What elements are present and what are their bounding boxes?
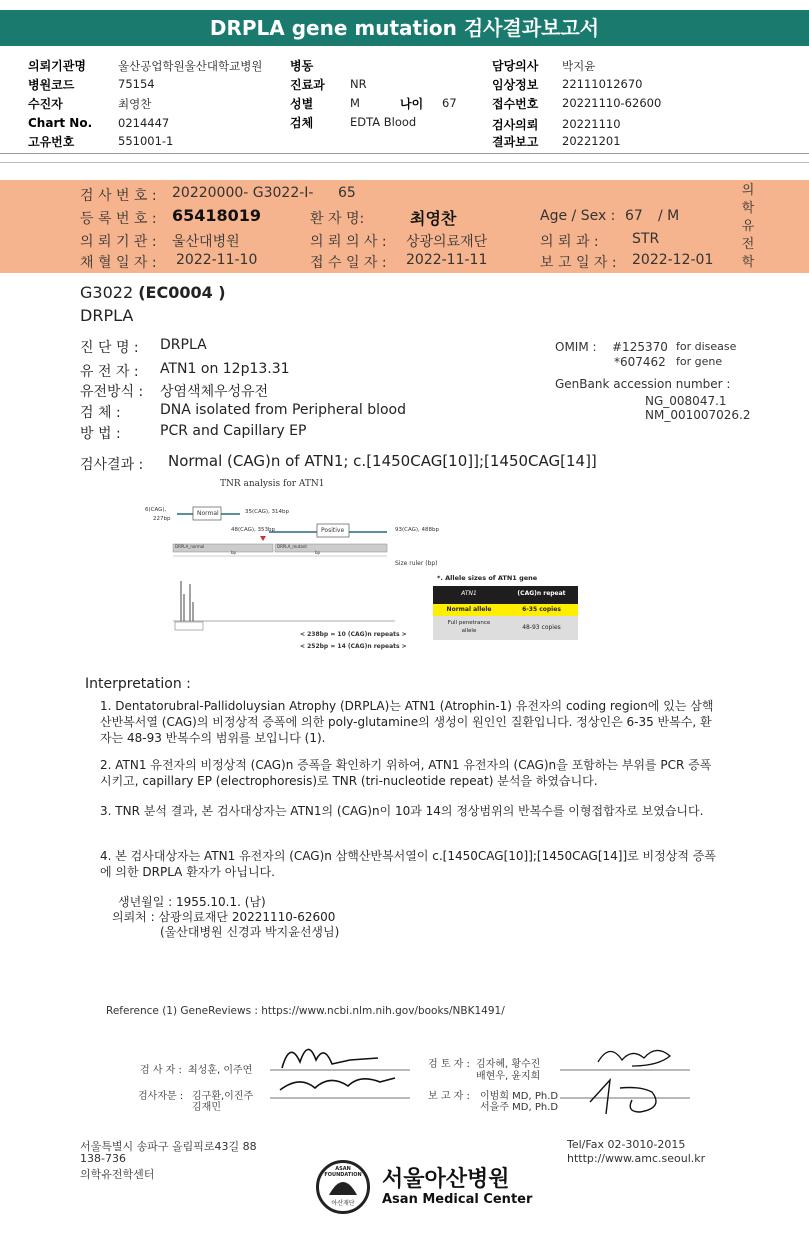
- header-divider: [0, 153, 809, 154]
- allele-r2b: 48-93 copies: [522, 624, 561, 631]
- band-collect-label: 채 혈 일 자 :: [80, 255, 157, 271]
- figure-pos-end: 93(CAG), 488bp: [395, 527, 440, 533]
- band-report: 2022-12-01: [632, 252, 714, 268]
- genbank-label: GenBank accession number :: [555, 377, 731, 391]
- band-agesex-label: Age / Sex :: [540, 208, 616, 224]
- label-inst: 의뢰기관명: [28, 59, 86, 73]
- figure-bp2: bp: [315, 550, 321, 555]
- band-dept-label: 의 뢰 과 :: [540, 234, 599, 250]
- specimen-label: 검 체 :: [80, 405, 121, 421]
- seal-bottom: 아산재단: [331, 1200, 355, 1207]
- label-chart: Chart No.: [28, 116, 93, 130]
- label-age: 나이: [400, 97, 424, 111]
- interp-p2: 2. ATN1 유전자의 비정상적 (CAG)n 증폭을 확인하기 위하여, ATN1 유전자의 (CAG)n을 포함하는 부위를 PCR 증폭시키고, capillary EP (electrophoresis)로 TNR (tri-nucleotide repeat) 분석을 하였습니다.: [100, 758, 712, 788]
- advisor-label: 검사자문 :: [138, 1091, 184, 1102]
- value-clinical: 22111012670: [562, 77, 643, 91]
- interp-heading: Interpretation :: [85, 676, 191, 692]
- allele-r1a: Normal allele: [446, 606, 492, 613]
- omim-disease-for: for disease: [676, 340, 737, 353]
- reviewer-label: 검 토 자 :: [428, 1059, 470, 1070]
- genbank-nm: NM_001007026.2: [645, 408, 751, 422]
- value-patient: 최영찬: [118, 97, 152, 111]
- patient-band: [0, 180, 809, 273]
- interp-ref-doc: (울산대병원 신경과 박지윤선생님): [160, 925, 340, 939]
- logo-korean: 서울아산병원: [382, 1167, 510, 1192]
- value-receipt: 20221110-62600: [562, 96, 662, 110]
- test-code: G3022 (EC0004 ): [80, 283, 226, 302]
- band-exam-suffix: 65: [338, 185, 356, 201]
- band-patient: 최영찬: [410, 209, 457, 228]
- diag-label: 진 단 명 :: [80, 340, 139, 356]
- figure-bp1: bp: [231, 550, 237, 555]
- report-title: DRPLA gene mutation 검사결과보고서: [0, 10, 809, 46]
- reporter2: 서을주 MD, Ph.D: [480, 1102, 559, 1113]
- interp-dob: 생년월일 : 1955.10.1. (남): [118, 895, 266, 909]
- omim-label: OMIM :: [555, 340, 597, 354]
- band-reg-no: 65418019: [172, 206, 262, 225]
- figure-normal: Normal: [197, 510, 219, 517]
- interp-p1: 1. Dentatorubral-Pallidoluysian Atrophy (DRPLA)는 ATN1 (Atrophin-1) 유전자의 coding region에 있는 삼핵산반복서열 (CAG)의 비정상적 증폭에 의한 poly-glutamine의 생성이 원인인 질환입니다. 정상인은 6-35 반복수, 환자는 48-93 반복수의 범위를 보입니다 (1).: [100, 699, 714, 745]
- test-name: DRPLA: [80, 306, 134, 325]
- reporter1: 이범희 MD, Ph.D: [480, 1091, 559, 1102]
- figure-left-top2: 227bp: [153, 516, 171, 522]
- label-doctor: 담당의사: [492, 59, 539, 73]
- signatures: [260, 1030, 700, 1130]
- result-value: Normal (CAG)n of ATN1; c.[1450CAG[10]];[1450CAG[14]]: [168, 452, 597, 470]
- reviewer1: 김자혜, 황수진: [476, 1059, 541, 1070]
- value-report: 20221201: [562, 134, 621, 148]
- figure-normal-end: 35(CAG), 314bp: [245, 509, 290, 515]
- diag-value: DRPLA: [160, 337, 207, 353]
- band-report-label: 보 고 일 자 :: [540, 255, 617, 271]
- band-exam-label: 검 사 번 호 :: [80, 188, 157, 204]
- band-side-label: 의 학 유 전 학: [741, 183, 755, 270]
- allele-h2: (CAG)n repeat: [517, 590, 566, 597]
- specimen-value: DNA isolated from Peripheral blood: [160, 402, 407, 418]
- genbank-ng: NG_008047.1: [645, 394, 727, 408]
- label-hospcode: 병원코드: [28, 78, 75, 92]
- value-specimen: EDTA Blood: [350, 115, 417, 129]
- inherit-label: 유전방식 :: [80, 384, 144, 400]
- band-exam-no: 20220000- G3022-I-: [172, 185, 314, 201]
- band-sex: / M: [658, 208, 680, 224]
- reporter-label: 보 고 자 :: [428, 1091, 470, 1102]
- value-request: 20221110: [562, 117, 621, 131]
- figure-left-top: 6(CAG),: [145, 507, 167, 513]
- value-hospcode: 75154: [118, 77, 155, 91]
- band-inst: 울산대병원: [172, 234, 240, 250]
- allele-table: [433, 586, 578, 644]
- figure-note2: < 252bp = 14 (CAG)n repeats >: [300, 643, 407, 650]
- omim-gene: *607462: [614, 355, 666, 369]
- footer-tel: Tel/Fax 02-3010-2015: [567, 1138, 686, 1151]
- figure-pos-start: 48(CAG), 353bp: [231, 527, 276, 533]
- value-chart: 0214447: [118, 116, 170, 130]
- footer-addr1: 서울특별시 송파구 올림픽로43길 88: [80, 1140, 257, 1153]
- figure-size-ruler: Size ruler (bp): [395, 560, 438, 567]
- omim-disease: #125370: [612, 340, 668, 354]
- omim-gene-for: for gene: [676, 355, 723, 368]
- label-unique: 고유번호: [28, 135, 75, 149]
- value-dept: NR: [350, 77, 367, 91]
- band-recv: 2022-11-11: [406, 252, 488, 268]
- band-doc-label: 의 뢰 의 사 :: [310, 234, 387, 250]
- method-value: PCR and Capillary EP: [160, 423, 307, 439]
- label-report: 결과보고: [492, 135, 539, 149]
- logo-english: Asan Medical Center: [382, 1192, 533, 1207]
- allele-r2a: Full penetrance allele: [447, 620, 491, 634]
- method-label: 방 법 :: [80, 426, 121, 442]
- allele-title: *. Allele sizes of ATN1 gene: [437, 574, 538, 582]
- header-divider-2: [0, 162, 809, 163]
- seal-top: ASAN FOUNDATION: [324, 1166, 362, 1178]
- figure-bar1: DRPLA_normal: [175, 544, 205, 549]
- value-age: 67: [442, 96, 457, 110]
- label-dept: 진료과: [290, 78, 325, 92]
- footer-web: htttp://www.amc.seoul.kr: [567, 1152, 706, 1165]
- reference: Reference (1) GeneReviews : https://www.ncbi.nlm.nih.gov/books/NBK1491/: [106, 1005, 505, 1017]
- asan-seal-icon: [316, 1160, 370, 1214]
- advisor1: 김구환,이진주: [192, 1091, 254, 1102]
- footer-addr3: 의학유전학센터: [80, 1168, 155, 1181]
- label-patient: 수진자: [28, 97, 63, 111]
- band-patient-label: 환 자 명:: [310, 211, 365, 227]
- interp-p4: 4. 본 검사대상자는 ATN1 유전자의 (CAG)n 삼핵산반복서열이 c.[1450CAG[10]];[1450CAG[14]]로 비정상적 증폭에 의한 DRPLA 환자가 아닙니다.: [100, 849, 716, 879]
- allele-r1b: 6-35 copies: [522, 606, 561, 613]
- value-unique: 551001-1: [118, 134, 174, 148]
- tester: 최성훈, 이주연: [188, 1065, 253, 1076]
- label-receipt: 접수번호: [492, 97, 539, 111]
- label-specimen: 검체: [290, 116, 314, 130]
- reviewer2: 배현우, 윤지희: [476, 1071, 541, 1082]
- figure-title: TNR analysis for ATN1: [220, 479, 325, 489]
- label-clinical: 임상정보: [492, 78, 539, 92]
- label-ward: 병동: [290, 59, 314, 73]
- label-request: 검사의뢰: [492, 118, 539, 132]
- interp-p3: 3. TNR 분석 결과, 본 검사대상자는 ATN1의 (CAG)n이 10과 14의 정상범위의 반복수를 이형접합자로 보였습니다.: [100, 804, 704, 818]
- band-dept: STR: [632, 231, 660, 247]
- footer-addr2: 138-736: [80, 1152, 126, 1165]
- band-recv-label: 접 수 일 자 :: [310, 255, 387, 271]
- tnr-figure: [145, 476, 585, 656]
- band-age: 67: [625, 208, 643, 224]
- gene-label: 유 전 자 :: [80, 364, 139, 380]
- band-inst-label: 의 뢰 기 관 :: [80, 234, 157, 250]
- gene-value: ATN1 on 12p13.31: [160, 361, 290, 377]
- value-doctor: 박지윤: [562, 59, 596, 73]
- inherit-value: 상염색체우성유전: [160, 384, 269, 400]
- band-doc: 상광의료재단: [406, 234, 488, 250]
- band-collect: 2022-11-10: [176, 252, 258, 268]
- interp-ref-inst: 의뢰처 : 삼광의료재단 20221110-62600: [112, 910, 336, 924]
- value-inst: 울산공업학원울산대학교병원: [118, 59, 263, 73]
- label-sex: 성별: [290, 97, 314, 111]
- figure-positive: Positive: [321, 527, 345, 534]
- allele-h1: ATN1: [461, 590, 477, 597]
- tester-label: 검 사 자 :: [140, 1065, 182, 1076]
- advisor2: 김재민: [192, 1102, 221, 1113]
- result-label: 검사결과 :: [80, 457, 144, 473]
- value-sex: M: [350, 96, 360, 110]
- figure-note1: < 238bp = 10 (CAG)n repeats >: [300, 631, 407, 638]
- figure-bar2: DRPLA_mutant: [277, 544, 307, 549]
- band-reg-label: 등 록 번 호 :: [80, 211, 157, 227]
